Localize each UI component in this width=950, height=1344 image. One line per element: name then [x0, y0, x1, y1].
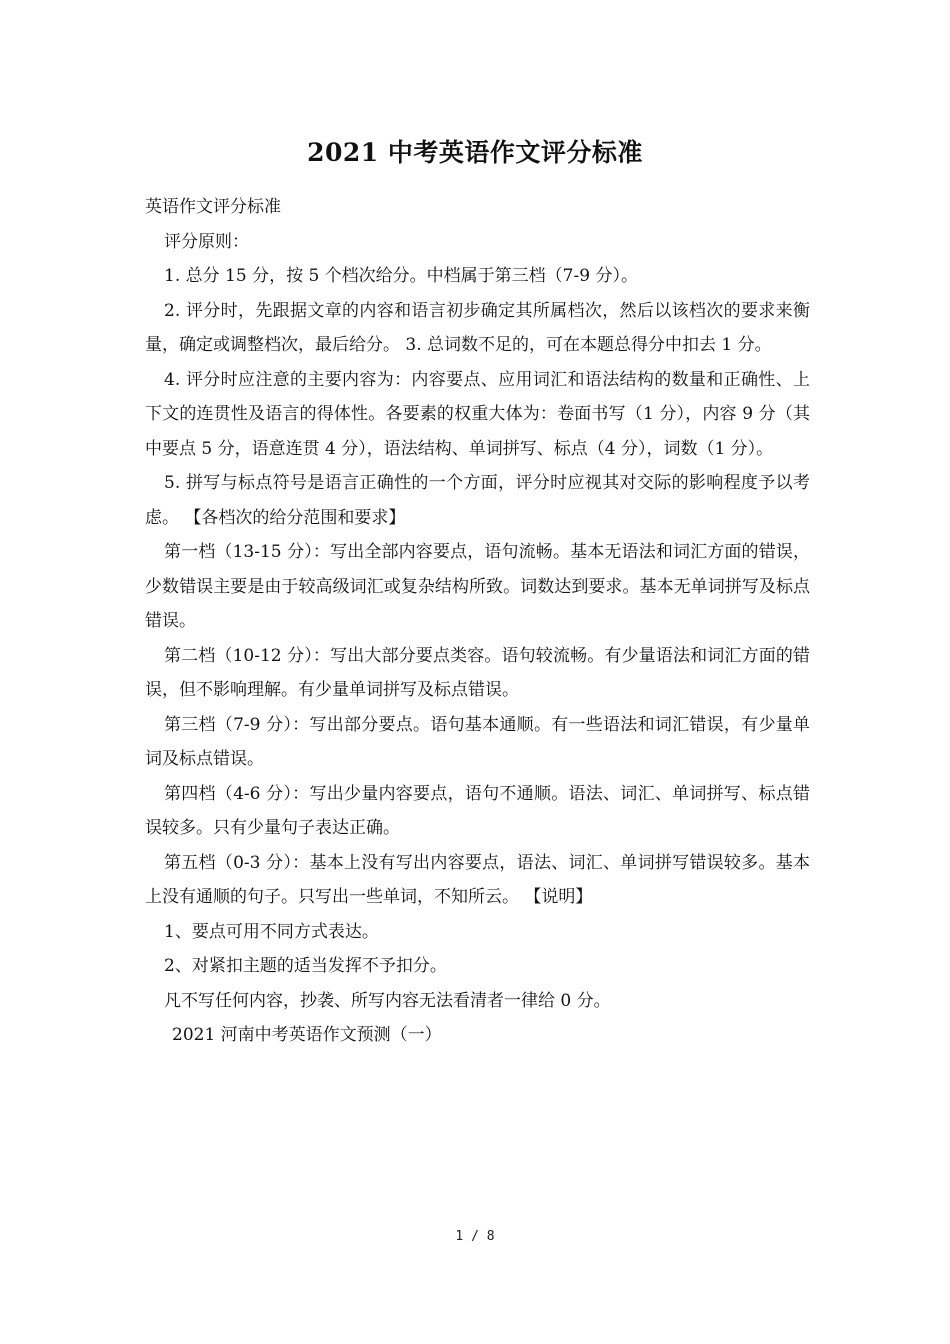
level-4: 第四档（4-6 分）：写出少量内容要点，语句不通顺。语法、词汇、单词拼写、标点错误较多。只有少量句子表达正确。 [145, 783, 810, 838]
note-1: 1、要点可用不同方式表达。 [164, 921, 379, 942]
note-2: 2、对紧扣主题的适当发挥不予扣分。 [164, 956, 447, 976]
level-2: 第二档（10-12 分）：写出大部分要点类容。语句较流畅。有少量语法和词汇方面的错误，但不影响理解。有少量单词拼写及标点错误。 [145, 645, 810, 700]
rule-1: 1. 总分 15 分，按 5 个档次给分。中档属于第三档（7-9 分）。 [164, 266, 638, 286]
level-1: 第一档（13-15 分）：写出全部内容要点，语句流畅。基本无语法和词汇方面的错误，少数错误主要是由于较高级词汇或复杂结构所致。词数达到要求。基本无单词拼写及标点错误。 [145, 542, 810, 631]
prediction-heading: 2021 河南中考英语作文预测（一） [172, 1025, 442, 1045]
rule-2-3: 2. 评分时，先跟据文章的内容和语言初步确定其所属档次，然后以该档次的要求来衡量，确定或调整档次，最后给分。 3. 总词数不足的，可在本题总得分中扣去 1 分。 [145, 300, 810, 355]
principles-heading: 评分原则： [164, 231, 249, 252]
page-number: 1 / 8 [455, 1229, 495, 1244]
document-body [145, 190, 810, 1053]
rule-4: 4. 评分时应注意的主要内容为：内容要点、应用词汇和语法结构的数量和正确性、上下文的连贯性及语言的得体性。各要素的权重大体为：卷面书写（1 分），内容 9 分（其中要点 5 分，语意连贯 4 分），语法结构、单词拼写、标点（4 分），词数（1 分）。 [145, 369, 810, 459]
document-title: 2021 中考英语作文评分标准 [307, 138, 643, 167]
section-heading: 英语作文评分标准 [145, 197, 281, 217]
level-3: 第三档（7-9 分）：写出部分要点。语句基本通顺。有一些语法和词汇错误，有少量单词及标点错误。 [145, 714, 810, 769]
rule-5: 5. 拼写与标点符号是语言正确性的一个方面，评分时应视其对交际的影响程度予以考虑。 【各档次的给分范围和要求】 [145, 473, 810, 528]
level-5: 第五档（0-3 分）：基本上没有写出内容要点，语法、词汇、单词拼写错误较多。基本上没有通顺的句子。只写出一些单词，不知所云。 【说明】 [145, 852, 810, 907]
note-zero-score: 凡不写任何内容，抄袭、所写内容无法看清者一律给 0 分。 [164, 990, 611, 1011]
